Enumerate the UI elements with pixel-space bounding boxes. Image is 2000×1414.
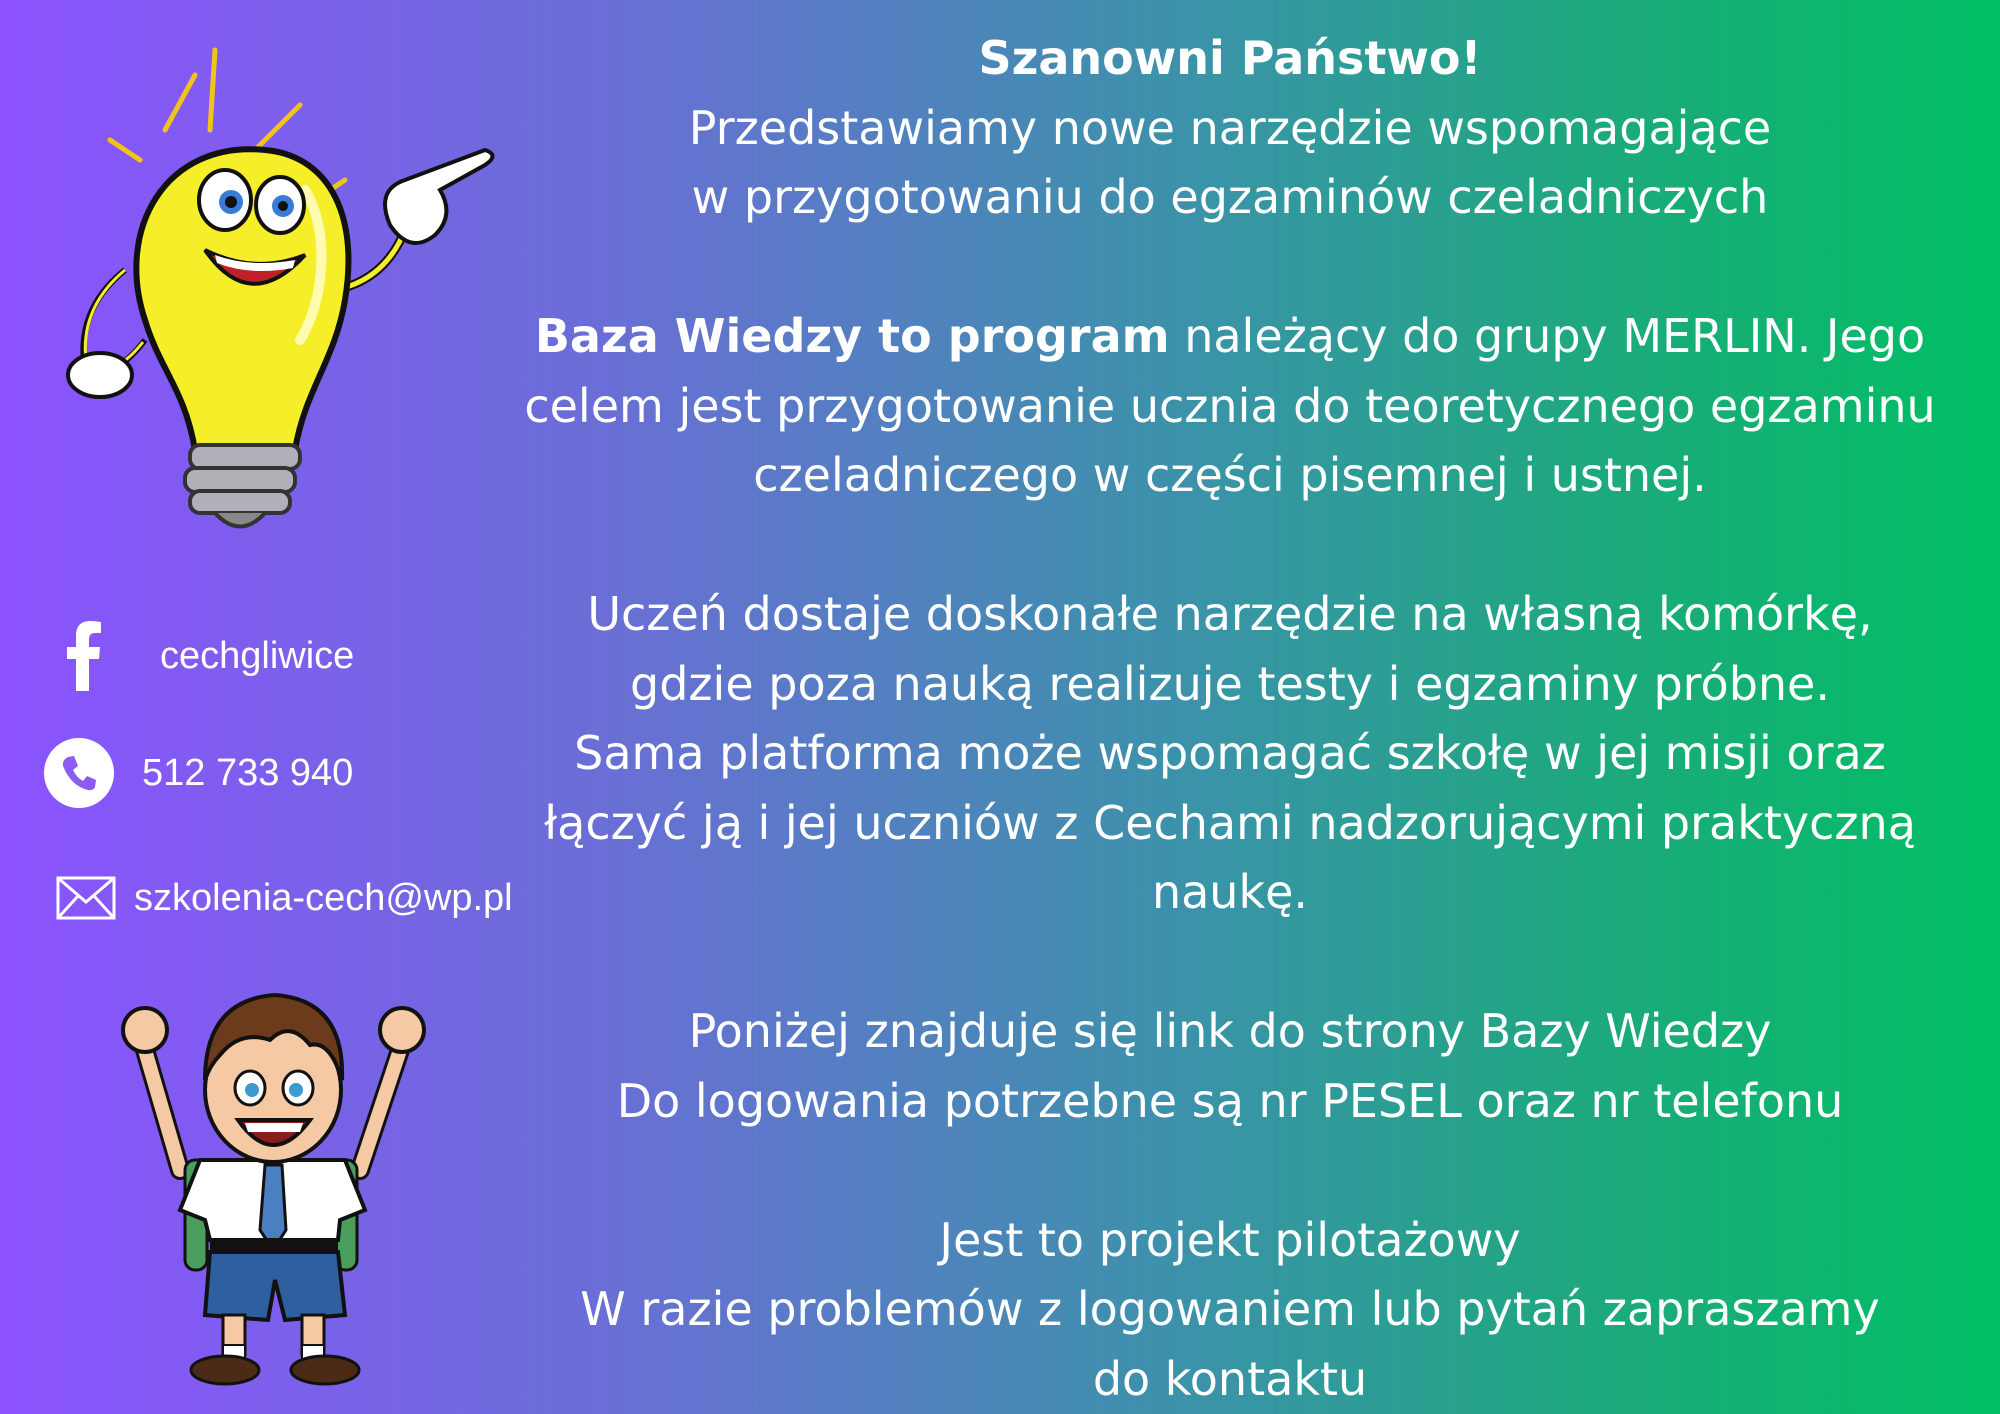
student-mascot [110, 960, 450, 1390]
benefit-line: łączyć ją i jej uczniów z Cechami nadzorującymi praktyczną [544, 795, 1916, 850]
closing-line: do kontaktu [1092, 1351, 1368, 1406]
description-line: Baza Wiedzy to program należący do grupy MERLIN. Jego [534, 309, 1926, 363]
closing-line: Jest to projekt pilotażowy [939, 1212, 1521, 1267]
login-info-line: Poniżej znajduje się link do strony Bazy Wiedzy [688, 1004, 1772, 1058]
benefit-line: Uczeń dostaje doskonałe narzędzie na własną komórkę, [587, 587, 1873, 641]
phone-icon [44, 738, 114, 808]
benefit-line: Sama platforma może wspomagać szkołę w jej misji oraz [574, 726, 1886, 780]
mail-icon [56, 876, 116, 920]
email-contact[interactable] [56, 876, 513, 920]
main-message [520, 24, 1940, 1414]
facebook-icon [62, 620, 106, 692]
phone-contact[interactable] [44, 738, 353, 808]
login-info-line: Do logowania potrzebne są nr PESEL oraz nr telefonu [616, 1073, 1844, 1128]
lightbulb-mascot [55, 40, 505, 540]
greeting: Szanowni Państwo! [978, 31, 1482, 85]
description-line: celem jest przygotowanie ucznia do teoretycznego egzaminu [524, 378, 1936, 433]
benefit-line: gdzie poza nauką realizuje testy i egzaminy próbne. [630, 656, 1830, 711]
closing-line: W razie problemów z logowaniem lub pytań zapraszamy [580, 1282, 1880, 1336]
benefit-line: naukę. [1151, 865, 1309, 919]
email-address[interactable]: szkolenia-cech@wp.pl [134, 876, 513, 919]
description-line: czeladniczego w części pisemnej i ustnej. [753, 448, 1707, 502]
program-name: Baza Wiedzy to program [534, 309, 1170, 363]
intro-line: Przedstawiamy nowe narzędzie wspomagające [688, 100, 1772, 155]
facebook-contact[interactable] [62, 620, 354, 692]
facebook-handle[interactable]: cechgliwice [160, 634, 355, 677]
phone-number[interactable]: 512 733 940 [142, 751, 354, 794]
intro-line: w przygotowaniu do egzaminów czeladniczych [691, 170, 1769, 224]
